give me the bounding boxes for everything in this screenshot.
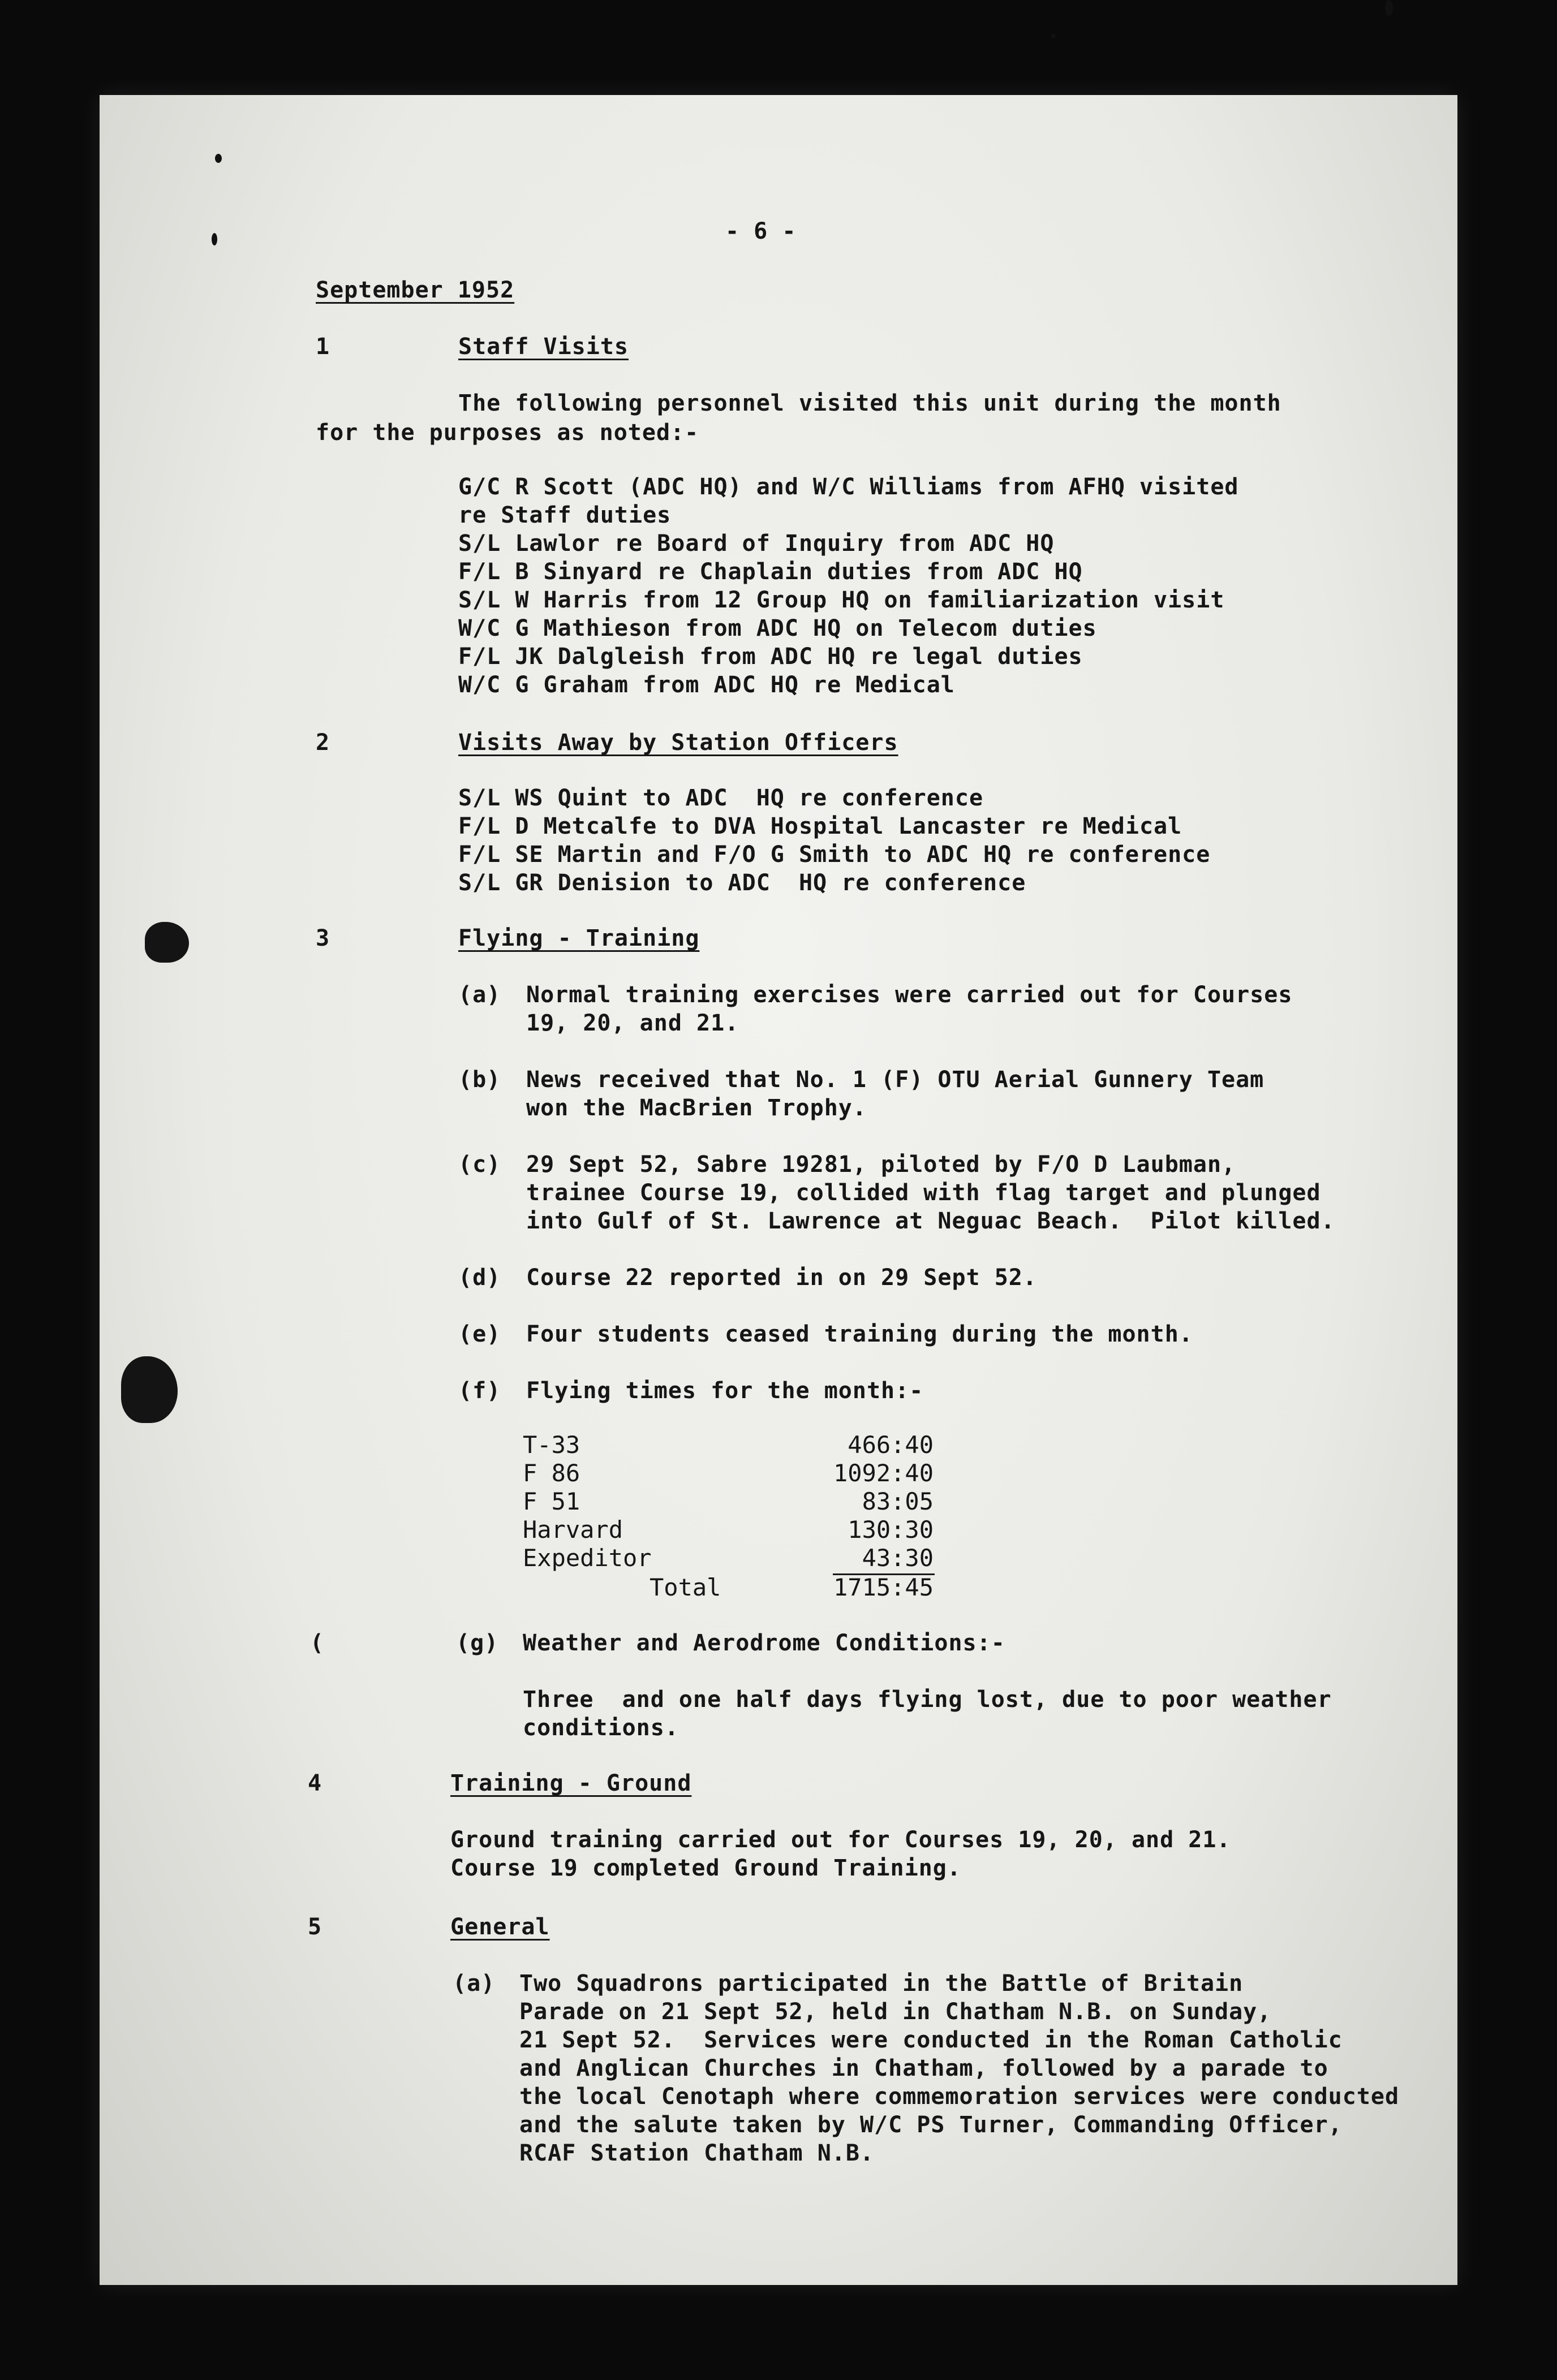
visit-line: F/L JK Dalgleish from ADC HQ re legal duties — [458, 644, 1083, 670]
item-line: and Anglican Churches in Chatham, followed by a parade to — [519, 2055, 1328, 2081]
flying-time: 83:05 — [862, 1488, 934, 1515]
item-line: Normal training exercises were carried out for Courses — [526, 982, 1293, 1008]
item-line: Parade on 21 Sept 52, held in Chatham N.B. on Sunday, — [519, 1999, 1272, 2025]
aircraft-type: F 86 — [523, 1459, 580, 1487]
visit-line: S/L Lawlor re Board of Inquiry from ADC HQ — [458, 531, 1055, 557]
date-heading: September 1952 — [316, 277, 515, 303]
paragraph-line: Course 19 completed Ground Training. — [450, 1855, 961, 1881]
visit-line: S/L GR Denision to ADC HQ re conference — [458, 870, 1026, 896]
aircraft-type: F 51 — [523, 1488, 580, 1515]
item-label: (c) — [458, 1152, 501, 1178]
punch-hole-mark — [145, 922, 189, 963]
section-heading: Visits Away by Station Officers — [458, 730, 898, 756]
flying-time: 43:30 — [862, 1544, 934, 1572]
item-line: 29 Sept 52, Sabre 19281, piloted by F/O D Laubman, — [526, 1152, 1236, 1178]
item-line: Three and one half days flying lost, due to poor weather — [523, 1687, 1332, 1713]
visit-line: F/L B Sinyard re Chaplain duties from ADC HQ — [458, 559, 1083, 585]
flying-time: 1092:40 — [833, 1459, 934, 1487]
section-number: 3 — [316, 925, 330, 951]
item-label: (d) — [458, 1265, 501, 1291]
aircraft-type: Expeditor — [523, 1544, 652, 1572]
visit-line: S/L WS Quint to ADC HQ re conference — [458, 785, 984, 811]
item-line: into Gulf of St. Lawrence at Neguac Beach. Pilot killed. — [526, 1208, 1335, 1234]
aircraft-type: Harvard — [523, 1516, 623, 1543]
item-heading: Weather and Aerodrome Conditions:- — [523, 1630, 1005, 1656]
page-number: - 6 - — [725, 218, 797, 244]
item-label: (f) — [458, 1378, 501, 1404]
section-number: 2 — [316, 730, 330, 756]
item-line: Two Squadrons participated in the Battle of Britain — [519, 1971, 1244, 1997]
item-line: Flying times for the month:- — [526, 1378, 924, 1404]
aircraft-type: T-33 — [523, 1431, 580, 1459]
scan-speck — [1051, 34, 1056, 38]
section-heading: Training - Ground — [450, 1770, 692, 1796]
item-label: (a) — [453, 1971, 496, 1997]
item-line: conditions. — [523, 1715, 679, 1741]
section-number: 4 — [308, 1770, 322, 1796]
paragraph-line: for the purposes as noted:- — [316, 420, 699, 446]
item-line: won the MacBrien Trophy. — [526, 1095, 867, 1121]
item-line: Course 22 reported in on 29 Sept 52. — [526, 1265, 1037, 1291]
paragraph-line: Ground training carried out for Courses 19, 20, and 21. — [450, 1827, 1231, 1853]
item-line: News received that No. 1 (F) OTU Aerial Gunnery Team — [526, 1067, 1264, 1093]
item-label: (g) — [456, 1630, 499, 1656]
item-line: Four students ceased training during the month. — [526, 1321, 1193, 1347]
item-line: and the salute taken by W/C PS Turner, Commanding Officer, — [519, 2112, 1343, 2138]
section-heading: General — [450, 1914, 550, 1940]
item-line: 21 Sept 52. Services were conducted in the Roman Catholic — [519, 2027, 1343, 2053]
total-value: 1715:45 — [833, 1573, 934, 1601]
section-heading: Flying - Training — [458, 925, 700, 951]
section-number: 1 — [316, 334, 330, 360]
total-label: Total — [650, 1573, 721, 1601]
item-label: (e) — [458, 1321, 501, 1347]
visit-line: re Staff duties — [458, 502, 672, 528]
visit-line: S/L W Harris from 12 Group HQ on familiarization visit — [458, 587, 1225, 613]
paragraph-line: The following personnel visited this unit during the month — [458, 390, 1281, 416]
item-line: trainee Course 19, collided with flag target and plunged — [526, 1180, 1321, 1206]
item-line: the local Cenotaph where commemoration services were conducted — [519, 2084, 1400, 2110]
item-line: 19, 20, and 21. — [526, 1010, 739, 1036]
section-number: 5 — [308, 1914, 322, 1940]
scan-speck — [215, 154, 222, 163]
punch-hole-mark — [121, 1356, 178, 1423]
scan-speck — [212, 233, 217, 245]
scan-speck — [1385, 0, 1393, 16]
item-line: RCAF Station Chatham N.B. — [519, 2140, 875, 2166]
flying-time: 466:40 — [848, 1431, 934, 1459]
item-label: (b) — [458, 1067, 501, 1093]
visit-line: W/C G Graham from ADC HQ re Medical — [458, 672, 955, 698]
visit-line: G/C R Scott (ADC HQ) and W/C Williams from AFHQ visited — [458, 474, 1239, 500]
item-label: (a) — [458, 982, 501, 1008]
visit-line: F/L SE Martin and F/O G Smith to ADC HQ re conference — [458, 842, 1211, 868]
flying-time: 130:30 — [848, 1516, 934, 1543]
visit-line: F/L D Metcalfe to DVA Hospital Lancaster re Medical — [458, 813, 1182, 839]
margin-mark: ( — [310, 1630, 325, 1656]
visit-line: W/C G Mathieson from ADC HQ on Telecom duties — [458, 615, 1097, 641]
section-heading: Staff Visits — [458, 334, 629, 360]
